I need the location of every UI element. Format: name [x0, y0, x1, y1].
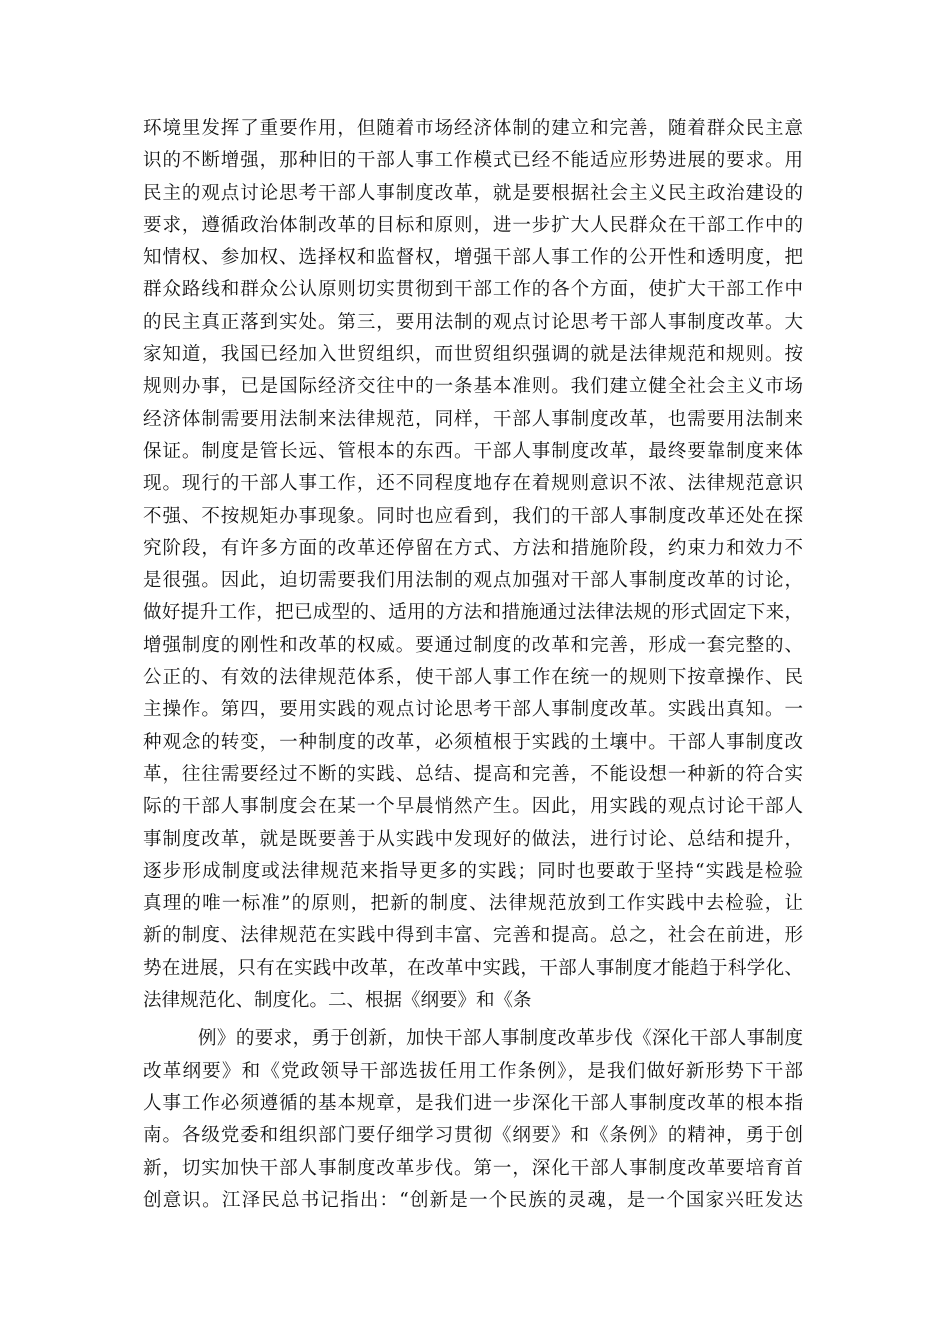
text-line: 革，往往需要经过不断的实践、总结、提高和完善，不能设想一种新的符合实 — [143, 763, 803, 785]
text-line: 是很强。因此，迫切需要我们用法制的观点加强对干部人事制度改革的讨论， — [143, 570, 803, 592]
text-line: 新，切实加快干部人事制度改革步伐。第一，深化干部人事制度改革要培育首 — [143, 1157, 803, 1179]
text-line: 识的不断增强，那种旧的干部人事工作模式已经不能适应形势进展的要求。用 — [143, 150, 803, 172]
text-line: 究阶段，有许多方面的改革还停留在方式、方法和措施阶段，约束力和效力不 — [143, 537, 803, 559]
text-line: 种观念的转变，一种制度的改革，必须植根于实践的土壤中。干部人事制度改 — [143, 731, 803, 753]
text-line: 公正的、有效的法律规范体系，使干部人事工作在统一的规则下按章操作、民 — [143, 667, 803, 689]
text-line: 创意识。江泽民总书记指出：“创新是一个民族的灵魂，是一个国家兴旺发达 — [143, 1189, 803, 1211]
text-line: 知情权、参加权、选择权和监督权，增强干部人事工作的公开性和透明度，把 — [143, 247, 803, 269]
body-paragraph-2 — [143, 1023, 803, 1217]
text-line: 民主的观点讨论思考干部人事制度改革，就是要根据社会主义民主政治建设的 — [143, 182, 803, 204]
text-line: 的民主真正落到实处。第三，要用法制的观点讨论思考干部人事制度改革。大 — [143, 311, 803, 333]
text-line: 规则办事，已是国际经济交往中的一条基本准则。我们建立健全社会主义市场 — [143, 376, 803, 398]
text-line: 改革纲要》和《党政领导干部选拔任用工作条例》，是我们做好新形势下干部 — [143, 1060, 803, 1082]
text-line: 环境里发挥了重要作用，但随着市场经济体制的建立和完善，随着群众民主意 — [143, 118, 803, 139]
text-line: 主操作。第四，要用实践的观点讨论思考干部人事制度改革。实践出真知。一 — [143, 699, 803, 721]
text-line: 南。各级党委和组织部门要仔细学习贯彻《纲要》和《条例》的精神，勇于创 — [143, 1125, 803, 1147]
text-line: 人事工作必须遵循的基本规章，是我们进一步深化干部人事制度改革的根本指 — [143, 1092, 803, 1114]
text-line: 群众路线和群众公认原则切实贯彻到干部工作的各个方面，使扩大干部工作中 — [143, 279, 803, 301]
text-line: 例》的要求，勇于创新，加快干部人事制度改革步伐《深化干部人事制度 — [198, 1028, 803, 1050]
text-line: 现。现行的干部人事工作，还不同程度地存在着规则意识不浓、法律规范意识 — [143, 473, 803, 495]
text-line: 增强制度的刚性和改革的权威。要通过制度的改革和完善，形成一套完整的、 — [143, 634, 803, 656]
text-line: 家知道，我国已经加入世贸组织，而世贸组织强调的就是法律规范和规则。按 — [143, 344, 803, 366]
text-line: 新的制度、法律规范在实践中得到丰富、完善和提高。总之，社会在前进，形 — [143, 925, 803, 947]
body-paragraph-1 — [143, 113, 803, 1017]
text-line: 不强、不按规矩办事现象。同时也应看到，我们的干部人事制度改革还处在探 — [143, 505, 803, 527]
text-line: 经济体制需要用法制来法律规范，同样，干部人事制度改革，也需要用法制来 — [143, 408, 803, 430]
text-line: 势在进展，只有在实践中改革，在改革中实践，干部人事制度才能趋于科学化、 — [143, 957, 803, 979]
document-page — [143, 113, 803, 1217]
text-line: 逐步形成制度或法律规范来指导更多的实践；同时也要敢于坚持“实践是检验 — [143, 860, 803, 882]
text-line: 要求，遵循政治体制改革的目标和原则，进一步扩大人民群众在干部工作中的 — [143, 214, 803, 236]
text-line: 事制度改革，就是既要善于从实践中发现好的做法，进行讨论、总结和提升， — [143, 828, 803, 850]
text-line: 际的干部人事制度会在某一个早晨悄然产生。因此，用实践的观点讨论干部人 — [143, 796, 803, 818]
text-line: 真理的唯一标准”的原则，把新的制度、法律规范放到工作实践中去检验，让 — [143, 893, 803, 915]
text-line: 法律规范化、制度化。二、根据《纲要》和《条 — [143, 990, 532, 1012]
text-line: 保证。制度是管长远、管根本的东西。干部人事制度改革，最终要靠制度来体 — [143, 440, 803, 462]
text-line: 做好提升工作，把已成型的、适用的方法和措施通过法律法规的形式固定下来， — [143, 602, 803, 624]
